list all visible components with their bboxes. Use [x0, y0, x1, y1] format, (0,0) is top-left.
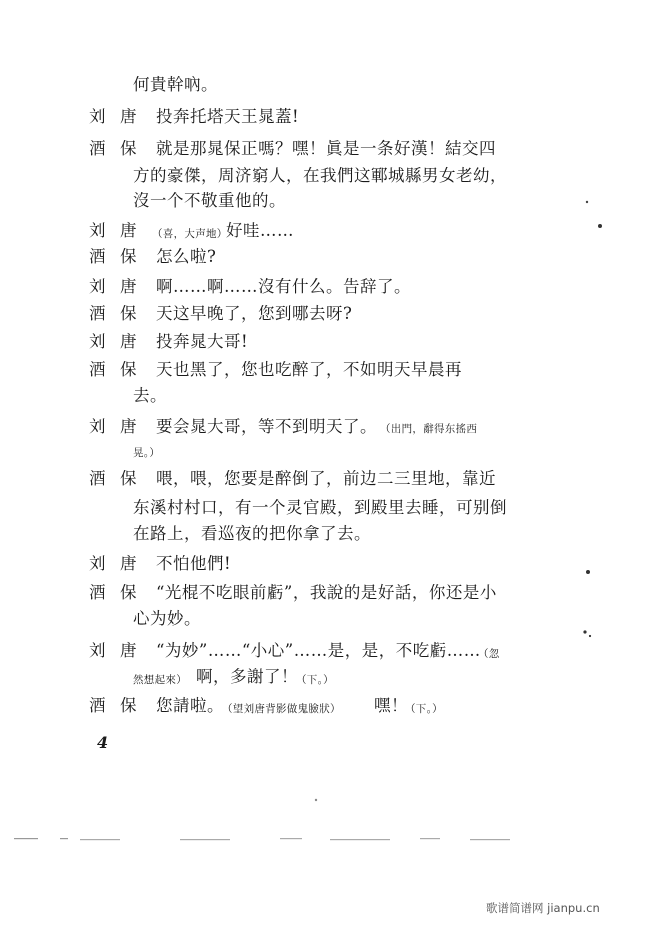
line-text: “光棍不吃眼前虧”，我說的是好話，你还是小: [156, 583, 497, 602]
stage-direction: （望刘唐背影做鬼臉狀）: [222, 703, 341, 715]
speaker-label: 酒 保: [89, 304, 137, 323]
line-text: 啊，多謝了！: [196, 667, 298, 686]
speaker-label: 刘 唐: [89, 641, 137, 660]
speaker-label: 刘 唐: [89, 277, 137, 296]
speaker-label: 酒 保: [89, 583, 137, 602]
line-text: 天这早晚了，您到哪去呀?: [156, 304, 353, 323]
line-text: 东溪村村口，有一个灵官殿，到殿里去睡，可别倒: [133, 498, 507, 517]
line-text: 不怕他們!: [156, 554, 232, 573]
stage-direction: （下。）: [296, 674, 334, 686]
speaker-label: 酒 保: [89, 469, 137, 488]
speaker-label: 酒 保: [89, 696, 137, 715]
line-text: 在路上，看巡夜的把你拿了去。: [133, 524, 371, 543]
line-text: 投奔托塔天王晁蓋!: [156, 107, 300, 126]
line-text: 喂，喂，您要是醉倒了，前边二三里地，靠近: [156, 469, 496, 488]
speaker-label: 刘 唐: [89, 332, 137, 351]
speaker-label: 刘 唐: [89, 221, 137, 240]
line-text: 您請啦。: [156, 696, 224, 715]
line-text: 沒一个不敬重他的。: [133, 191, 286, 210]
line-text: 天也黑了，您也吃醉了，不如明天早晨再: [156, 360, 462, 379]
stage-direction: （出門，辭得东搖西: [380, 423, 478, 435]
stage-direction: （喜，大声地）: [152, 228, 228, 240]
line-text: “为妙”……“小心”……是，是，不吃虧……: [156, 641, 481, 660]
watermark: 歌谱简谱网 jianpu.cn: [486, 901, 600, 915]
speaker-label: 酒 保: [89, 360, 137, 379]
speaker-label: 酒 保: [89, 247, 137, 266]
stage-direction: （下。）: [405, 703, 443, 715]
line-text: 心为妙。: [133, 609, 201, 628]
line-text: 就是那晁保正嗎？嘿！眞是一条好漢！結交四: [156, 139, 496, 158]
page-number: 4: [97, 733, 109, 752]
line-text: 嘿！: [374, 696, 408, 715]
line-text: 何貴幹吶。: [133, 75, 218, 94]
line-text: 方的豪傑，周济窮人，在我們这鄆城縣男女老幼，: [133, 166, 507, 185]
line-text: 好哇……: [226, 221, 294, 240]
line-text: 怎么啦?: [156, 247, 217, 266]
speaker-label: 刘 唐: [89, 107, 137, 126]
stage-direction: （忽: [478, 648, 500, 660]
speaker-label: 酒 保: [89, 139, 137, 158]
line-text: 投奔晁大哥!: [156, 332, 249, 351]
line-text: 啊……啊……沒有什么。告辞了。: [156, 277, 411, 296]
stage-direction: 晃。）: [133, 447, 161, 459]
line-text: 去。: [133, 386, 167, 405]
line-text: 要会晁大哥，等不到明天了。: [156, 417, 377, 436]
speaker-label: 刘 唐: [89, 554, 137, 573]
stage-direction: 然想起來）: [133, 674, 187, 686]
speaker-label: 刘 唐: [89, 417, 137, 436]
